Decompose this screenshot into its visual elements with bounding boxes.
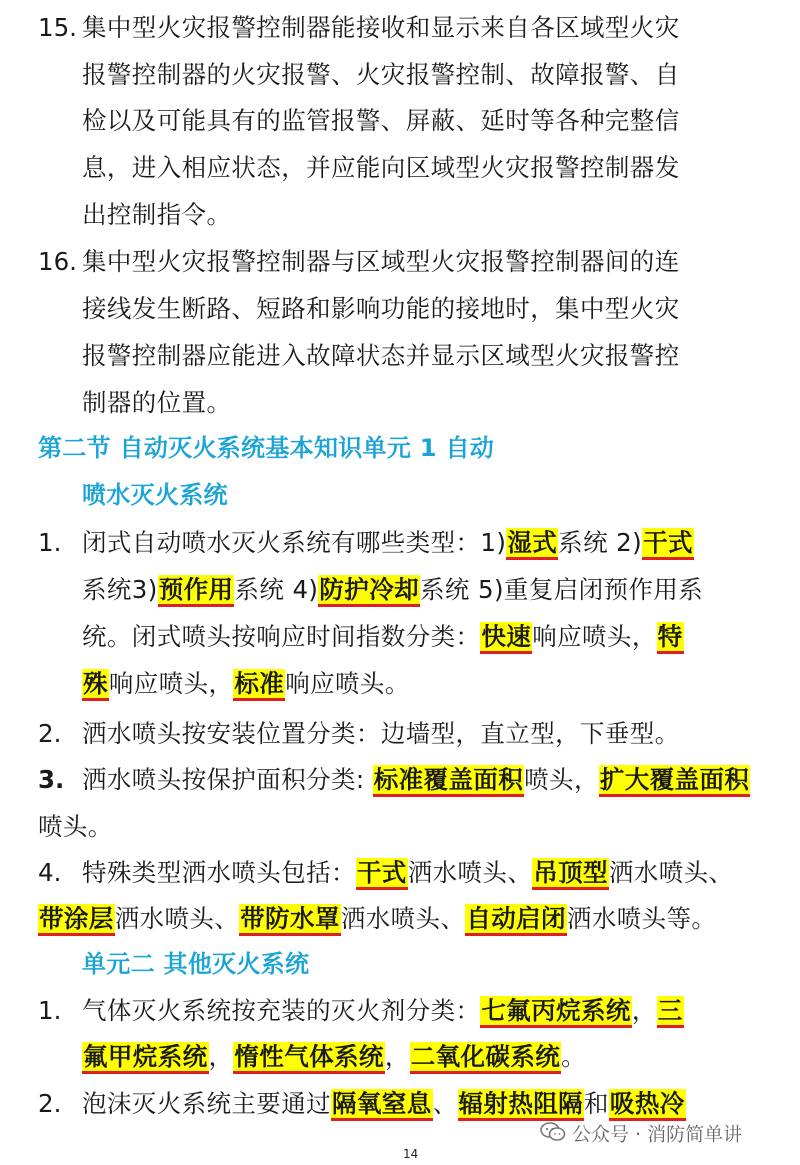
text-span: 统。闭式喷头按响应时间指数分类： bbox=[82, 622, 481, 651]
item-16-line: 制器的位置。 bbox=[82, 388, 232, 417]
question-line bbox=[82, 762, 750, 798]
item-number-15: 15. bbox=[38, 13, 77, 42]
highlighted-term: 氟甲烷系统 bbox=[82, 1042, 209, 1074]
text-span: 洒水喷头、 bbox=[608, 858, 734, 887]
text-span: 。 bbox=[561, 1042, 587, 1071]
item-16-line: 集中型火灾报警控制器与区域型火灾报警控制器间的连 bbox=[82, 247, 680, 276]
text-span: 响应喷头， bbox=[532, 622, 657, 651]
item-15-line: 检以及可能具有的监管报警、屏蔽、延时等各种完整信 bbox=[82, 106, 680, 135]
text-span: 气体灭火系统按充装的灭火剂分类： bbox=[82, 996, 481, 1025]
item-15-line: 集中型火灾报警控制器能接收和显示来自各区域型火灾 bbox=[82, 13, 680, 42]
highlighted-term: 快速 bbox=[480, 622, 532, 654]
highlighted-term: 惰性气体系统 bbox=[233, 1042, 384, 1074]
text-span: 特殊类型洒水喷头包括： bbox=[82, 858, 356, 887]
highlighted-term: 七氟丙烷系统 bbox=[480, 996, 631, 1028]
question-number: 1. bbox=[38, 528, 62, 557]
question-line: 喷头。 bbox=[38, 812, 113, 841]
question-line bbox=[82, 525, 694, 561]
highlighted-term: 标准覆盖面积 bbox=[373, 765, 524, 797]
text-span: ， bbox=[384, 1042, 410, 1071]
text-span: 系统 5)重复启闭预作用系 bbox=[420, 575, 704, 604]
item-number-16: 16. bbox=[38, 247, 77, 276]
question-line bbox=[38, 901, 716, 937]
question-line bbox=[82, 666, 410, 702]
section-heading: 第二节 自动灭火系统基本知识单元 1 自动 bbox=[38, 434, 495, 462]
question-number: 4. bbox=[38, 858, 62, 887]
text-span: 喷头， bbox=[524, 765, 599, 794]
highlighted-term: 自动启闭 bbox=[465, 904, 567, 936]
watermark bbox=[540, 1122, 742, 1148]
highlighted-term: 殊 bbox=[82, 669, 109, 701]
item-15-line: 报警控制器的火灾报警、火灾报警控制、故障报警、自 bbox=[82, 60, 680, 89]
wechat-icon bbox=[540, 1122, 566, 1148]
highlighted-term: 三 bbox=[657, 996, 684, 1028]
highlighted-term: 特 bbox=[657, 622, 684, 654]
question-number: 2. bbox=[38, 1089, 62, 1118]
highlighted-term: 带防水罩 bbox=[239, 904, 341, 936]
text-span: 响应喷头， bbox=[108, 669, 234, 698]
highlighted-term: 预作用 bbox=[158, 575, 235, 607]
highlighted-term: 干式 bbox=[642, 528, 694, 560]
highlighted-term: 湿式 bbox=[506, 528, 558, 560]
question-line bbox=[82, 619, 684, 655]
question-line bbox=[82, 993, 684, 1029]
question-number: 1. bbox=[38, 996, 62, 1025]
highlighted-term: 带涂层 bbox=[38, 904, 115, 936]
highlighted-term: 辐射热阻隔 bbox=[458, 1089, 585, 1121]
text-span: 洒水喷头、 bbox=[114, 904, 240, 933]
question-line bbox=[82, 572, 703, 608]
highlighted-term: 吊顶型 bbox=[532, 858, 609, 890]
question-number: 2. bbox=[38, 719, 62, 748]
text-span: 响应喷头。 bbox=[285, 669, 410, 698]
text-span: 泡沫灭火系统主要通过 bbox=[82, 1089, 331, 1118]
page-number: 14 bbox=[403, 1147, 419, 1161]
item-15-line: 息，进入相应状态，并应能向区域型火灾报警控制器发 bbox=[82, 153, 680, 182]
item-15-line: 出控制指令。 bbox=[82, 200, 232, 229]
text-span: 和 bbox=[584, 1089, 609, 1118]
highlighted-term: 隔氧窒息 bbox=[331, 1089, 433, 1121]
text-span: 系统 2) bbox=[558, 528, 643, 557]
highlighted-term: 吸热冷 bbox=[609, 1089, 686, 1121]
section-heading-continued: 喷水灭火系统 bbox=[82, 481, 228, 509]
text-span: 闭式自动喷水灭火系统有哪些类型：1) bbox=[82, 528, 507, 557]
text-span: ， bbox=[631, 996, 657, 1025]
text-span: 系统3) bbox=[82, 575, 158, 604]
question-line bbox=[82, 1086, 686, 1122]
highlighted-term: 防护冷却 bbox=[318, 575, 420, 607]
question-line bbox=[82, 1039, 586, 1075]
highlighted-term: 扩大覆盖面积 bbox=[599, 765, 750, 797]
question-number: 3. bbox=[38, 765, 65, 794]
text-span: 系统 4) bbox=[234, 575, 319, 604]
question-line bbox=[82, 855, 733, 891]
highlighted-term: 干式 bbox=[356, 858, 408, 890]
unit-heading: 单元二 其他灭火系统 bbox=[82, 950, 310, 978]
highlighted-term: 二氧化碳系统 bbox=[410, 1042, 561, 1074]
item-16-line: 报警控制器应能进入故障状态并显示区域型火灾报警控 bbox=[82, 341, 680, 370]
item-16-line: 接线发生断路、短路和影响功能的接地时，集中型火灾 bbox=[82, 294, 680, 323]
text-span: 、 bbox=[432, 1089, 458, 1118]
text-span: ， bbox=[208, 1042, 234, 1071]
watermark-text: 公众号 · 消防简单讲 bbox=[572, 1123, 743, 1146]
question-line: 洒水喷头按安装位置分类：边墙型，直立型，下垂型。 bbox=[82, 719, 680, 748]
text-span: 洒水喷头按保护面积分类: bbox=[82, 765, 373, 794]
text-span: 洒水喷头、 bbox=[407, 858, 533, 887]
text-span: 洒水喷头、 bbox=[340, 904, 466, 933]
text-span: 洒水喷头等。 bbox=[566, 904, 717, 933]
highlighted-term: 标准 bbox=[233, 669, 285, 701]
